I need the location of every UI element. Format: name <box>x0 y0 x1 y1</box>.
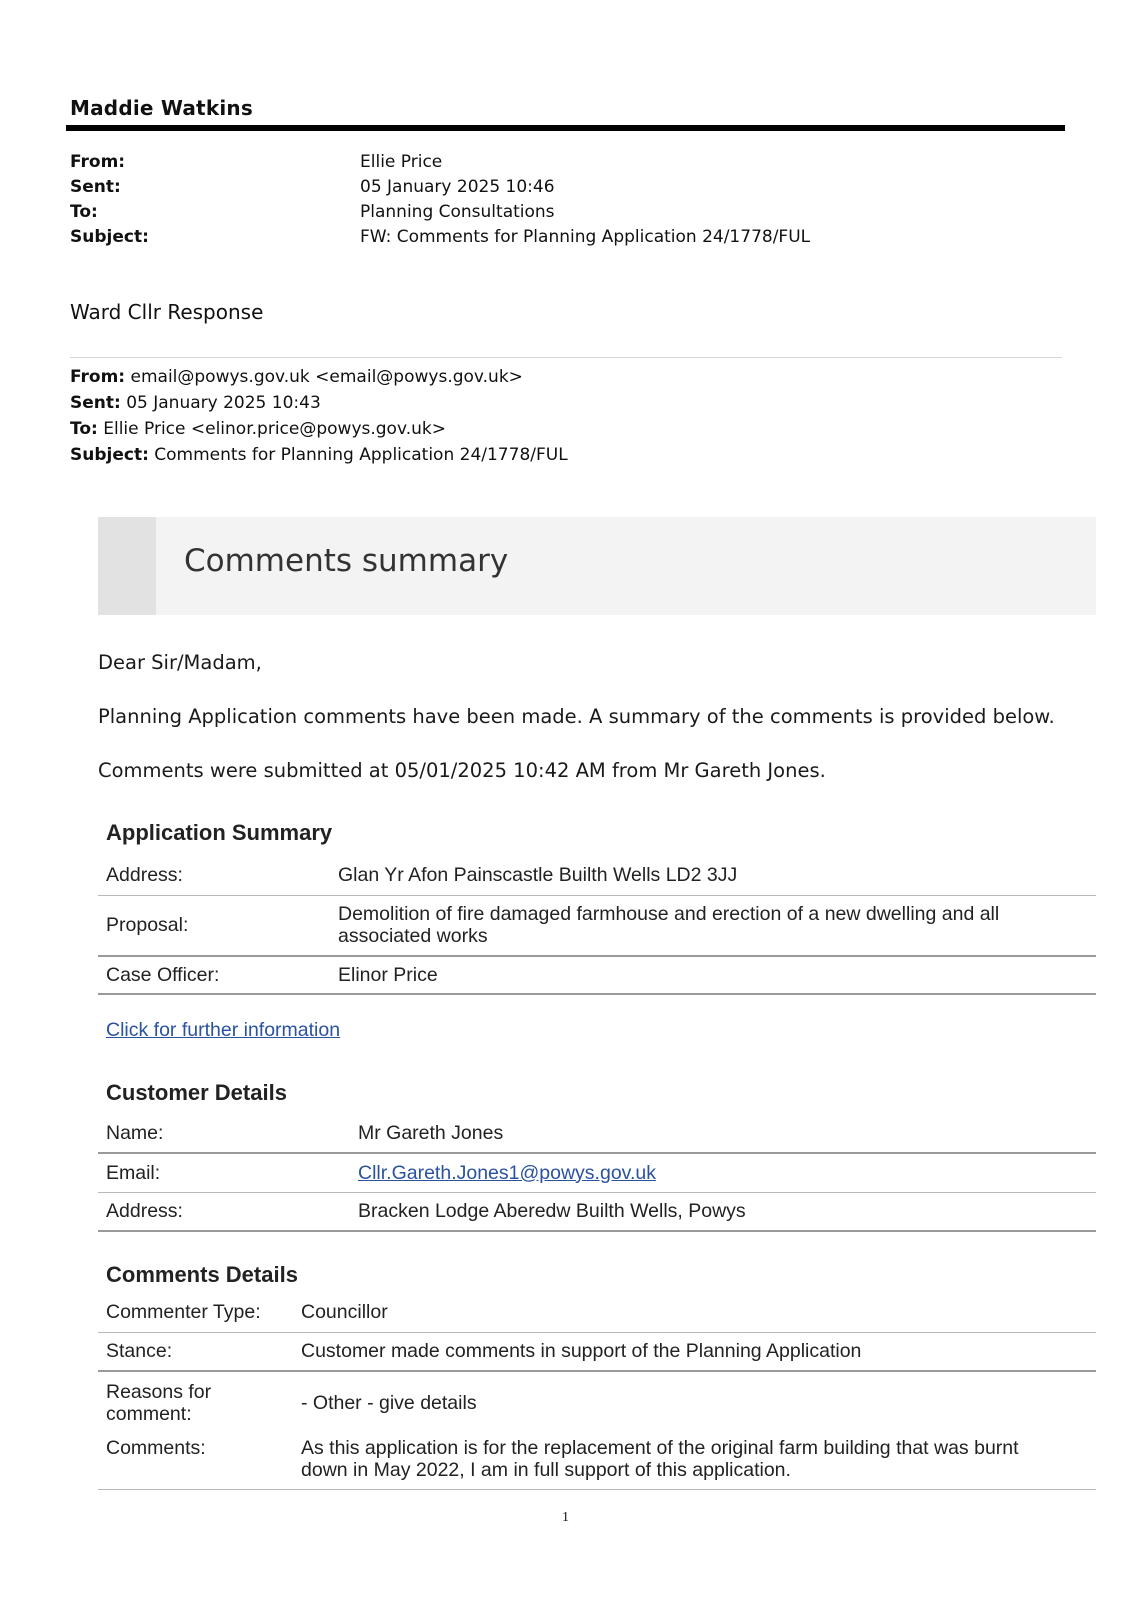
table-row <box>98 1114 1096 1153</box>
banner-title: Comments summary <box>184 543 509 579</box>
intro-paragraph: Planning Application comments have been made. A summary of the comments is provided below. <box>98 705 1055 728</box>
page-number: 1 <box>562 1510 569 1525</box>
header-sent-label: Sent: <box>70 177 121 197</box>
forwarded-subject-value: Comments for Planning Application 24/1778/FUL <box>148 445 568 465</box>
comments-summary-banner <box>98 517 1096 615</box>
header-sent-value: 05 January 2025 10:46 <box>360 177 555 197</box>
email-value-cell <box>358 1153 1096 1192</box>
forwarded-from-row <box>70 364 568 390</box>
table-row <box>98 856 1096 895</box>
table-row <box>98 956 1096 994</box>
comments-details-title: Comments Details <box>106 1262 298 1287</box>
table-row <box>98 1293 1096 1332</box>
customer-address-value: Bracken Lodge Aberedw Builth Wells, Powys <box>358 1200 746 1223</box>
table-row <box>98 1332 1096 1371</box>
greeting: Dear Sir/Madam, <box>98 651 262 674</box>
reasons-value: - Other - give details <box>301 1391 477 1414</box>
submitted-paragraph: Comments were submitted at 05/01/2025 10:42 AM from Mr Gareth Jones. <box>98 759 826 782</box>
banner-accent-bar <box>98 517 156 615</box>
address-value: Glan Yr Afon Painscastle Builth Wells LD2 3JJ <box>338 864 738 887</box>
reasons-label: Reasons for comment: <box>106 1380 212 1425</box>
table-row <box>98 1371 1096 1433</box>
recipient-name: Maddie Watkins <box>70 96 253 120</box>
application-summary-table <box>98 856 1096 995</box>
forwarded-subject-row <box>70 442 568 468</box>
name-label: Name: <box>106 1122 164 1144</box>
forward-divider <box>70 357 1062 358</box>
customer-details-table <box>98 1114 1096 1232</box>
table-row <box>98 1192 1096 1231</box>
header-subject-value: FW: Comments for Planning Application 24/1778/FUL <box>360 227 811 247</box>
forwarded-to-label: To: <box>70 419 98 439</box>
email-label: Email: <box>106 1161 161 1184</box>
table-row <box>98 1433 1096 1489</box>
application-summary-title: Application Summary <box>106 820 333 845</box>
proposal-value: Demolition of fire damaged farmhouse and erection of a new dwelling and all associated works <box>338 903 1000 948</box>
stance-value: Customer made comments in support of the Planning Application <box>301 1340 862 1363</box>
forwarded-sent-value: 05 January 2025 10:43 <box>120 393 321 413</box>
customer-address-label: Address: <box>106 1200 183 1223</box>
comments-details-table <box>98 1293 1096 1490</box>
header-from-label: From: <box>70 152 126 172</box>
forwarded-sent-label: Sent: <box>70 393 121 413</box>
forwarded-to-row <box>70 416 568 442</box>
forwarded-header <box>70 364 568 468</box>
table-row <box>98 1153 1096 1192</box>
forwarded-sent-row <box>70 390 568 416</box>
name-value: Mr Gareth Jones <box>358 1122 504 1144</box>
header-to-label: To: <box>70 202 98 222</box>
table-row <box>98 895 1096 956</box>
header-to-value: Planning Consultations <box>360 202 555 222</box>
customer-details-title: Customer Details <box>106 1080 287 1105</box>
address-label: Address: <box>106 864 183 887</box>
forwarded-to-value: Ellie Price <elinor.price@powys.gov.uk> <box>97 419 446 439</box>
header-subject-label: Subject: <box>70 227 149 247</box>
case-officer-label: Case Officer: <box>106 964 220 986</box>
forwarded-from-value: email@powys.gov.uk <email@powys.gov.uk> <box>125 367 523 387</box>
commenter-type-label: Commenter Type: <box>106 1301 261 1324</box>
comments-label: Comments: <box>106 1437 206 1459</box>
forward-note: Ward Cllr Response <box>70 300 264 324</box>
further-information-link[interactable]: Click for further information <box>106 1019 341 1041</box>
forwarded-subject-label: Subject: <box>70 445 149 465</box>
stance-label: Stance: <box>106 1340 173 1363</box>
case-officer-value: Elinor Price <box>338 964 438 986</box>
header-from-value: Ellie Price <box>360 152 443 172</box>
email-link[interactable]: Cllr.Gareth.Jones1@powys.gov.uk <box>358 1161 656 1184</box>
header-divider <box>66 125 1065 131</box>
commenter-type-value: Councillor <box>301 1301 388 1324</box>
forwarded-from-label: From: <box>70 367 126 387</box>
proposal-label: Proposal: <box>106 914 189 937</box>
comments-value: As this application is for the replacement of the original farm building that was burnt down in May 2022, I am in full support of this application. <box>301 1437 1019 1481</box>
